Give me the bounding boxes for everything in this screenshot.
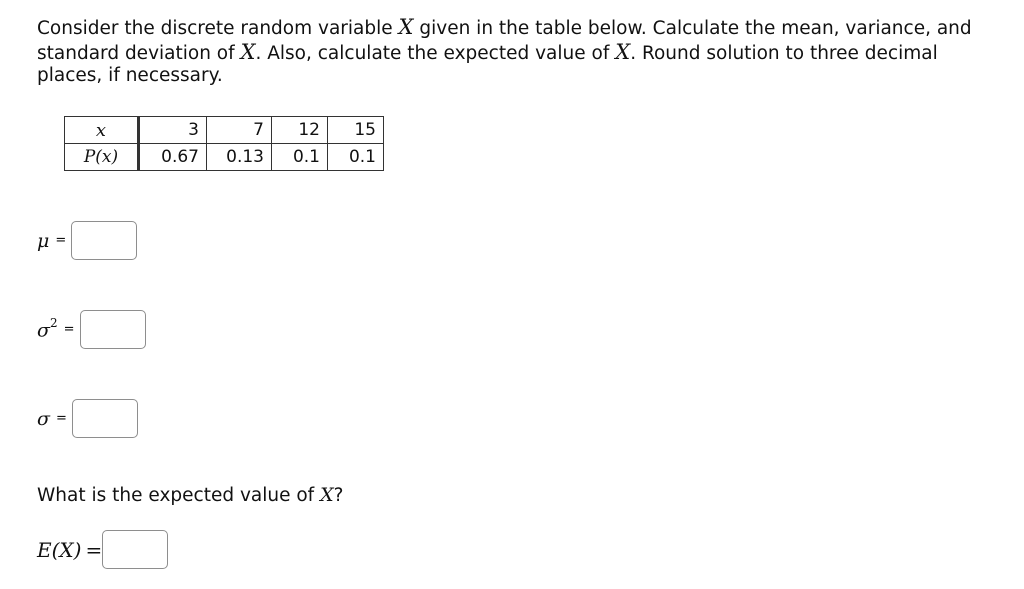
table-cell-x1: 3 <box>139 117 207 144</box>
sd-equals: = <box>55 411 67 426</box>
variance-exponent: 2 <box>49 315 58 330</box>
expected-value-question <box>37 484 343 506</box>
question-part3: . Also, calculate the expected value of <box>255 42 616 64</box>
variance-input[interactable] <box>80 310 146 349</box>
mean-equals: = <box>55 233 67 248</box>
table-row-x <box>65 117 384 144</box>
table-cell-x2: 7 <box>207 117 272 144</box>
question-text <box>37 16 997 88</box>
question-var1: X <box>398 15 414 39</box>
table-cell-p3: 0.1 <box>272 144 328 171</box>
question-part2: given in the table below. Calculate the mean, variance, and standard deviation of <box>37 18 972 64</box>
subq-end: ? <box>333 485 344 506</box>
sd-symbol: σ <box>37 407 50 430</box>
expected-value-input[interactable] <box>102 530 168 569</box>
mean-symbol: μ <box>37 229 50 252</box>
table-row-p <box>65 144 384 171</box>
table-cell-x4: 15 <box>328 117 384 144</box>
table-cell-x3: 12 <box>272 117 328 144</box>
expected-value-label: E(X) <box>37 537 82 562</box>
question-var2: X <box>240 39 256 64</box>
sd-input[interactable] <box>72 399 138 438</box>
question-var3: X <box>615 39 631 64</box>
variance-row <box>37 310 146 349</box>
table-cell-p4: 0.1 <box>328 144 384 171</box>
expected-value-row <box>37 530 168 569</box>
variance-symbol: $\sigma^2$ <box>37 315 58 342</box>
table-header-px: P(x) <box>65 144 139 171</box>
table-header-x: x <box>65 117 139 144</box>
question-part1: Consider the discrete random variable <box>37 18 399 39</box>
sd-row <box>37 399 138 438</box>
subq-var: X <box>320 484 334 506</box>
question-part4: . Round solution to three decimal places, if necessary. <box>37 42 938 86</box>
variance-equals: = <box>63 322 75 337</box>
mean-row <box>37 221 137 260</box>
distribution-table <box>64 116 384 171</box>
table-cell-p2: 0.13 <box>207 144 272 171</box>
expected-value-equals: = <box>85 537 103 562</box>
table-cell-p1: 0.67 <box>139 144 207 171</box>
mean-input[interactable] <box>71 221 137 260</box>
subq-text: What is the expected value of <box>37 485 321 506</box>
